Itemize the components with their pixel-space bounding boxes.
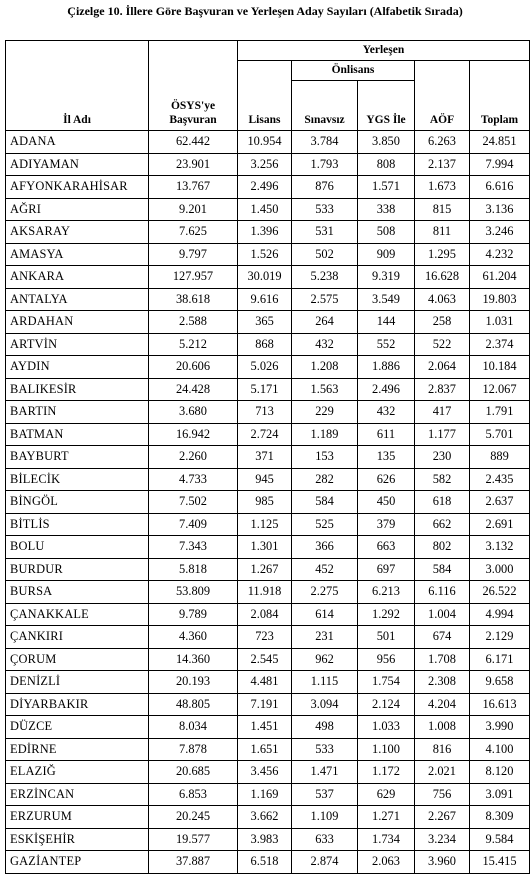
cell-osys-basvuran: 5.818 bbox=[149, 558, 238, 581]
table-row bbox=[6, 468, 530, 491]
cell-aof: 2.308 bbox=[415, 671, 470, 694]
cell-toplam: 889 bbox=[470, 446, 530, 469]
cell-aof: 815 bbox=[415, 198, 470, 221]
cell-toplam: 9.584 bbox=[470, 828, 530, 851]
cell-toplam: 1.791 bbox=[470, 401, 530, 424]
cell-il-adi: BİTLİS bbox=[6, 513, 149, 536]
cell-ygs-ile: 1.172 bbox=[358, 761, 415, 784]
cell-ygs-ile: 1.571 bbox=[358, 176, 415, 199]
cell-sinavsiz: 1.109 bbox=[292, 806, 358, 829]
cell-osys-basvuran: 20.245 bbox=[149, 806, 238, 829]
cell-lisans: 371 bbox=[238, 446, 292, 469]
cell-lisans: 1.526 bbox=[238, 243, 292, 266]
table-row bbox=[6, 446, 530, 469]
cell-osys-basvuran: 8.034 bbox=[149, 716, 238, 739]
table-row bbox=[6, 288, 530, 311]
header-onlisans: Önlisans bbox=[292, 61, 415, 81]
cell-aof: 417 bbox=[415, 401, 470, 424]
cell-sinavsiz: 876 bbox=[292, 176, 358, 199]
cell-il-adi: BOLU bbox=[6, 536, 149, 559]
cell-toplam: 10.184 bbox=[470, 356, 530, 379]
cell-lisans: 5.026 bbox=[238, 356, 292, 379]
cell-ygs-ile: 338 bbox=[358, 198, 415, 221]
cell-ygs-ile: 1.754 bbox=[358, 671, 415, 694]
cell-aof: 1.004 bbox=[415, 603, 470, 626]
cell-il-adi: ERZİNCAN bbox=[6, 783, 149, 806]
cell-osys-basvuran: 20.685 bbox=[149, 761, 238, 784]
cell-aof: 1.708 bbox=[415, 648, 470, 671]
cell-lisans: 7.191 bbox=[238, 693, 292, 716]
header-osys-line1: ÖSYS'ye bbox=[170, 100, 216, 112]
cell-ygs-ile: 2.496 bbox=[358, 378, 415, 401]
cell-osys-basvuran: 7.409 bbox=[149, 513, 238, 536]
cell-toplam: 8.120 bbox=[470, 761, 530, 784]
cell-lisans: 365 bbox=[238, 311, 292, 334]
cell-osys-basvuran: 7.878 bbox=[149, 738, 238, 761]
cell-osys-basvuran: 6.853 bbox=[149, 783, 238, 806]
cell-aof: 16.628 bbox=[415, 266, 470, 289]
cell-ygs-ile: 6.213 bbox=[358, 581, 415, 604]
cell-aof: 230 bbox=[415, 446, 470, 469]
cell-sinavsiz: 153 bbox=[292, 446, 358, 469]
cell-ygs-ile: 3.850 bbox=[358, 131, 415, 154]
cell-il-adi: DİYARBAKIR bbox=[6, 693, 149, 716]
cell-il-adi: AMASYA bbox=[6, 243, 149, 266]
cell-aof: 662 bbox=[415, 513, 470, 536]
cell-sinavsiz: 1.208 bbox=[292, 356, 358, 379]
cell-aof: 618 bbox=[415, 491, 470, 514]
cell-lisans: 2.724 bbox=[238, 423, 292, 446]
cell-aof: 2.021 bbox=[415, 761, 470, 784]
cell-sinavsiz: 3.784 bbox=[292, 131, 358, 154]
cell-toplam: 9.658 bbox=[470, 671, 530, 694]
cell-osys-basvuran: 23.901 bbox=[149, 153, 238, 176]
table-row bbox=[6, 806, 530, 829]
cell-lisans: 10.954 bbox=[238, 131, 292, 154]
header-osys-basvuran bbox=[149, 41, 238, 131]
cell-sinavsiz: 502 bbox=[292, 243, 358, 266]
cell-sinavsiz: 633 bbox=[292, 828, 358, 851]
cell-aof: 2.837 bbox=[415, 378, 470, 401]
table-row bbox=[6, 626, 530, 649]
cell-osys-basvuran: 53.809 bbox=[149, 581, 238, 604]
cell-lisans: 9.616 bbox=[238, 288, 292, 311]
cell-osys-basvuran: 4.360 bbox=[149, 626, 238, 649]
table-row bbox=[6, 378, 530, 401]
cell-aof: 4.063 bbox=[415, 288, 470, 311]
table-row bbox=[6, 176, 530, 199]
cell-lisans: 1.450 bbox=[238, 198, 292, 221]
table-row bbox=[6, 491, 530, 514]
cell-toplam: 2.374 bbox=[470, 333, 530, 356]
cell-sinavsiz: 366 bbox=[292, 536, 358, 559]
cell-il-adi: ADANA bbox=[6, 131, 149, 154]
cell-aof: 1.008 bbox=[415, 716, 470, 739]
cell-sinavsiz: 282 bbox=[292, 468, 358, 491]
cell-sinavsiz: 498 bbox=[292, 716, 358, 739]
cell-ygs-ile: 3.549 bbox=[358, 288, 415, 311]
cell-sinavsiz: 432 bbox=[292, 333, 358, 356]
cell-lisans: 2.545 bbox=[238, 648, 292, 671]
table-row bbox=[6, 356, 530, 379]
cell-toplam: 3.990 bbox=[470, 716, 530, 739]
cell-sinavsiz: 1.189 bbox=[292, 423, 358, 446]
cell-ygs-ile: 629 bbox=[358, 783, 415, 806]
table-header bbox=[6, 41, 530, 131]
table-row bbox=[6, 198, 530, 221]
cell-aof: 756 bbox=[415, 783, 470, 806]
cell-lisans: 1.125 bbox=[238, 513, 292, 536]
cell-toplam: 12.067 bbox=[470, 378, 530, 401]
cell-aof: 1.673 bbox=[415, 176, 470, 199]
cell-ygs-ile: 144 bbox=[358, 311, 415, 334]
cell-ygs-ile: 956 bbox=[358, 648, 415, 671]
table-row bbox=[6, 603, 530, 626]
table-row bbox=[6, 671, 530, 694]
table-row bbox=[6, 131, 530, 154]
cell-il-adi: ANTALYA bbox=[6, 288, 149, 311]
cell-ygs-ile: 9.319 bbox=[358, 266, 415, 289]
cell-sinavsiz: 525 bbox=[292, 513, 358, 536]
cell-toplam: 3.132 bbox=[470, 536, 530, 559]
cell-il-adi: BURSA bbox=[6, 581, 149, 604]
table-row bbox=[6, 266, 530, 289]
cell-osys-basvuran: 20.606 bbox=[149, 356, 238, 379]
cell-osys-basvuran: 24.428 bbox=[149, 378, 238, 401]
cell-lisans: 1.267 bbox=[238, 558, 292, 581]
cell-lisans: 1.451 bbox=[238, 716, 292, 739]
table-body bbox=[6, 131, 530, 874]
cell-toplam: 3.136 bbox=[470, 198, 530, 221]
cell-osys-basvuran: 7.502 bbox=[149, 491, 238, 514]
cell-ygs-ile: 697 bbox=[358, 558, 415, 581]
cell-osys-basvuran: 16.942 bbox=[149, 423, 238, 446]
cell-ygs-ile: 1.033 bbox=[358, 716, 415, 739]
cell-il-adi: AKSARAY bbox=[6, 221, 149, 244]
cell-ygs-ile: 1.271 bbox=[358, 806, 415, 829]
applicants-placement-table bbox=[5, 40, 530, 874]
cell-il-adi: BAYBURT bbox=[6, 446, 149, 469]
cell-ygs-ile: 626 bbox=[358, 468, 415, 491]
cell-ygs-ile: 450 bbox=[358, 491, 415, 514]
cell-sinavsiz: 452 bbox=[292, 558, 358, 581]
cell-toplam: 3.246 bbox=[470, 221, 530, 244]
cell-ygs-ile: 2.063 bbox=[358, 851, 415, 874]
cell-aof: 674 bbox=[415, 626, 470, 649]
cell-toplam: 8.309 bbox=[470, 806, 530, 829]
cell-lisans: 1.169 bbox=[238, 783, 292, 806]
cell-il-adi: DENİZLİ bbox=[6, 671, 149, 694]
cell-ygs-ile: 501 bbox=[358, 626, 415, 649]
cell-lisans: 2.084 bbox=[238, 603, 292, 626]
cell-sinavsiz: 537 bbox=[292, 783, 358, 806]
cell-toplam: 26.522 bbox=[470, 581, 530, 604]
table-row bbox=[6, 648, 530, 671]
cell-toplam: 61.204 bbox=[470, 266, 530, 289]
cell-sinavsiz: 3.094 bbox=[292, 693, 358, 716]
header-toplam: Toplam bbox=[470, 61, 530, 131]
cell-lisans: 713 bbox=[238, 401, 292, 424]
table-row bbox=[6, 716, 530, 739]
cell-sinavsiz: 231 bbox=[292, 626, 358, 649]
cell-sinavsiz: 2.575 bbox=[292, 288, 358, 311]
cell-il-adi: ÇORUM bbox=[6, 648, 149, 671]
cell-aof: 6.263 bbox=[415, 131, 470, 154]
table-row bbox=[6, 423, 530, 446]
cell-lisans: 1.396 bbox=[238, 221, 292, 244]
cell-toplam: 2.129 bbox=[470, 626, 530, 649]
table-row bbox=[6, 761, 530, 784]
cell-ygs-ile: 2.124 bbox=[358, 693, 415, 716]
cell-il-adi: ADIYAMAN bbox=[6, 153, 149, 176]
cell-il-adi: AFYONKARAHİSAR bbox=[6, 176, 149, 199]
cell-toplam: 15.415 bbox=[470, 851, 530, 874]
cell-lisans: 868 bbox=[238, 333, 292, 356]
cell-il-adi: BİLECİK bbox=[6, 468, 149, 491]
cell-toplam: 7.994 bbox=[470, 153, 530, 176]
cell-sinavsiz: 5.238 bbox=[292, 266, 358, 289]
cell-toplam: 24.851 bbox=[470, 131, 530, 154]
cell-osys-basvuran: 9.797 bbox=[149, 243, 238, 266]
cell-il-adi: ARTVİN bbox=[6, 333, 149, 356]
cell-sinavsiz: 2.874 bbox=[292, 851, 358, 874]
cell-il-adi: BATMAN bbox=[6, 423, 149, 446]
cell-il-adi: AĞRI bbox=[6, 198, 149, 221]
cell-toplam: 3.000 bbox=[470, 558, 530, 581]
cell-osys-basvuran: 9.789 bbox=[149, 603, 238, 626]
table-row bbox=[6, 581, 530, 604]
cell-lisans: 6.518 bbox=[238, 851, 292, 874]
cell-osys-basvuran: 3.680 bbox=[149, 401, 238, 424]
cell-ygs-ile: 611 bbox=[358, 423, 415, 446]
cell-aof: 2.064 bbox=[415, 356, 470, 379]
cell-lisans: 3.256 bbox=[238, 153, 292, 176]
cell-lisans: 723 bbox=[238, 626, 292, 649]
cell-aof: 1.295 bbox=[415, 243, 470, 266]
cell-toplam: 2.691 bbox=[470, 513, 530, 536]
cell-aof: 582 bbox=[415, 468, 470, 491]
cell-osys-basvuran: 14.360 bbox=[149, 648, 238, 671]
cell-il-adi: AYDIN bbox=[6, 356, 149, 379]
cell-ygs-ile: 1.100 bbox=[358, 738, 415, 761]
header-yerlesen: Yerleşen bbox=[238, 41, 530, 61]
cell-aof: 802 bbox=[415, 536, 470, 559]
cell-ygs-ile: 1.292 bbox=[358, 603, 415, 626]
cell-ygs-ile: 1.734 bbox=[358, 828, 415, 851]
cell-toplam: 19.803 bbox=[470, 288, 530, 311]
cell-il-adi: GAZİANTEP bbox=[6, 851, 149, 874]
cell-aof: 584 bbox=[415, 558, 470, 581]
cell-lisans: 3.456 bbox=[238, 761, 292, 784]
cell-aof: 811 bbox=[415, 221, 470, 244]
cell-osys-basvuran: 48.805 bbox=[149, 693, 238, 716]
cell-il-adi: BURDUR bbox=[6, 558, 149, 581]
cell-il-adi: ÇANAKKALE bbox=[6, 603, 149, 626]
header-lisans: Lisans bbox=[238, 61, 292, 131]
cell-toplam: 4.100 bbox=[470, 738, 530, 761]
cell-lisans: 1.651 bbox=[238, 738, 292, 761]
cell-sinavsiz: 229 bbox=[292, 401, 358, 424]
cell-toplam: 4.994 bbox=[470, 603, 530, 626]
cell-ygs-ile: 909 bbox=[358, 243, 415, 266]
cell-ygs-ile: 135 bbox=[358, 446, 415, 469]
cell-sinavsiz: 962 bbox=[292, 648, 358, 671]
cell-aof: 2.137 bbox=[415, 153, 470, 176]
cell-toplam: 6.616 bbox=[470, 176, 530, 199]
cell-osys-basvuran: 9.201 bbox=[149, 198, 238, 221]
cell-il-adi: EDİRNE bbox=[6, 738, 149, 761]
cell-osys-basvuran: 19.577 bbox=[149, 828, 238, 851]
cell-toplam: 2.637 bbox=[470, 491, 530, 514]
cell-aof: 3.960 bbox=[415, 851, 470, 874]
cell-osys-basvuran: 4.733 bbox=[149, 468, 238, 491]
cell-il-adi: ELAZIĞ bbox=[6, 761, 149, 784]
cell-toplam: 3.091 bbox=[470, 783, 530, 806]
cell-osys-basvuran: 20.193 bbox=[149, 671, 238, 694]
header-osys-line2: Başvuran bbox=[169, 114, 217, 126]
cell-ygs-ile: 808 bbox=[358, 153, 415, 176]
cell-lisans: 945 bbox=[238, 468, 292, 491]
header-sinavsiz: Sınavsız bbox=[292, 81, 358, 131]
table-row bbox=[6, 401, 530, 424]
cell-toplam: 6.171 bbox=[470, 648, 530, 671]
cell-lisans: 985 bbox=[238, 491, 292, 514]
cell-sinavsiz: 584 bbox=[292, 491, 358, 514]
cell-aof: 258 bbox=[415, 311, 470, 334]
table-row bbox=[6, 558, 530, 581]
table-row bbox=[6, 738, 530, 761]
cell-toplam: 5.701 bbox=[470, 423, 530, 446]
cell-lisans: 5.171 bbox=[238, 378, 292, 401]
cell-sinavsiz: 531 bbox=[292, 221, 358, 244]
cell-toplam: 4.232 bbox=[470, 243, 530, 266]
table-row bbox=[6, 693, 530, 716]
table-row bbox=[6, 851, 530, 874]
table-row bbox=[6, 243, 530, 266]
cell-lisans: 1.301 bbox=[238, 536, 292, 559]
cell-ygs-ile: 552 bbox=[358, 333, 415, 356]
cell-sinavsiz: 533 bbox=[292, 198, 358, 221]
cell-toplam: 1.031 bbox=[470, 311, 530, 334]
cell-ygs-ile: 663 bbox=[358, 536, 415, 559]
cell-il-adi: ÇANKIRI bbox=[6, 626, 149, 649]
table-caption: Çizelge 10. İllere Göre Başvuran ve Yerleşen Aday Sayıları (Alfabetik Sırada) bbox=[67, 4, 463, 18]
cell-osys-basvuran: 7.343 bbox=[149, 536, 238, 559]
cell-il-adi: ARDAHAN bbox=[6, 311, 149, 334]
cell-osys-basvuran: 127.957 bbox=[149, 266, 238, 289]
cell-osys-basvuran: 5.212 bbox=[149, 333, 238, 356]
cell-il-adi: ERZURUM bbox=[6, 806, 149, 829]
cell-il-adi: BİNGÖL bbox=[6, 491, 149, 514]
cell-ygs-ile: 432 bbox=[358, 401, 415, 424]
header-aof: AÖF bbox=[415, 61, 470, 131]
table-row bbox=[6, 333, 530, 356]
table-row bbox=[6, 513, 530, 536]
table-row bbox=[6, 828, 530, 851]
cell-ygs-ile: 508 bbox=[358, 221, 415, 244]
cell-aof: 2.267 bbox=[415, 806, 470, 829]
cell-aof: 6.116 bbox=[415, 581, 470, 604]
cell-osys-basvuran: 2.260 bbox=[149, 446, 238, 469]
cell-il-adi: BALIKESİR bbox=[6, 378, 149, 401]
cell-aof: 3.234 bbox=[415, 828, 470, 851]
cell-lisans: 2.496 bbox=[238, 176, 292, 199]
cell-sinavsiz: 1.471 bbox=[292, 761, 358, 784]
cell-sinavsiz: 1.793 bbox=[292, 153, 358, 176]
cell-aof: 1.177 bbox=[415, 423, 470, 446]
cell-sinavsiz: 614 bbox=[292, 603, 358, 626]
cell-lisans: 11.918 bbox=[238, 581, 292, 604]
table-row bbox=[6, 311, 530, 334]
table-row bbox=[6, 221, 530, 244]
cell-sinavsiz: 1.563 bbox=[292, 378, 358, 401]
cell-toplam: 16.613 bbox=[470, 693, 530, 716]
cell-il-adi: DÜZCE bbox=[6, 716, 149, 739]
cell-lisans: 3.662 bbox=[238, 806, 292, 829]
cell-lisans: 3.983 bbox=[238, 828, 292, 851]
table-row bbox=[6, 783, 530, 806]
cell-sinavsiz: 264 bbox=[292, 311, 358, 334]
cell-osys-basvuran: 2.588 bbox=[149, 311, 238, 334]
cell-aof: 4.204 bbox=[415, 693, 470, 716]
cell-ygs-ile: 1.886 bbox=[358, 356, 415, 379]
table-row bbox=[6, 536, 530, 559]
table-row bbox=[6, 153, 530, 176]
cell-sinavsiz: 2.275 bbox=[292, 581, 358, 604]
cell-aof: 816 bbox=[415, 738, 470, 761]
header-ygs-ile: YGS İle bbox=[358, 81, 415, 131]
cell-osys-basvuran: 13.767 bbox=[149, 176, 238, 199]
cell-osys-basvuran: 38.618 bbox=[149, 288, 238, 311]
cell-osys-basvuran: 37.887 bbox=[149, 851, 238, 874]
cell-lisans: 4.481 bbox=[238, 671, 292, 694]
cell-toplam: 2.435 bbox=[470, 468, 530, 491]
cell-ygs-ile: 379 bbox=[358, 513, 415, 536]
cell-aof: 522 bbox=[415, 333, 470, 356]
cell-lisans: 30.019 bbox=[238, 266, 292, 289]
cell-sinavsiz: 1.115 bbox=[292, 671, 358, 694]
cell-sinavsiz: 533 bbox=[292, 738, 358, 761]
cell-il-adi: ANKARA bbox=[6, 266, 149, 289]
cell-il-adi: ESKİŞEHİR bbox=[6, 828, 149, 851]
cell-osys-basvuran: 7.625 bbox=[149, 221, 238, 244]
header-il-adi: İl Adı bbox=[6, 41, 149, 131]
cell-il-adi: BARTIN bbox=[6, 401, 149, 424]
cell-osys-basvuran: 62.442 bbox=[149, 131, 238, 154]
